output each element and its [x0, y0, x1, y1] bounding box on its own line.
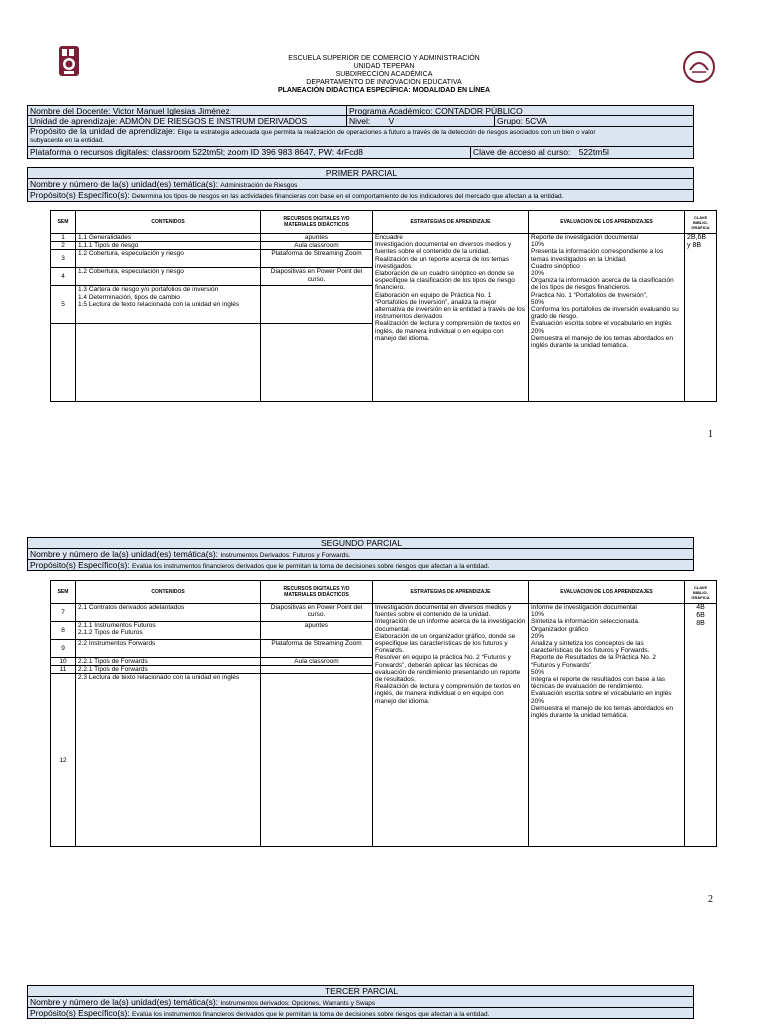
sem-cell: 12 — [51, 674, 76, 847]
sem-cell: 2 — [51, 242, 76, 250]
sem-cell: 11 — [51, 666, 76, 674]
nivel-value: V — [388, 116, 395, 126]
parcial3-proposito-cell — [27, 1008, 694, 1019]
col-clave: CLAVE BIBLIO- GRÁFICA — [685, 581, 717, 604]
parcial1-proposito-cell — [27, 190, 694, 202]
unidad-cell — [27, 116, 347, 127]
docente-cell — [27, 105, 347, 116]
contenido-cell: 2.3 Lectura de texto relacionado con la unidad en inglés — [76, 674, 261, 847]
contenido-cell: 2.1 Contratos derivados adelantados — [76, 604, 261, 622]
header-line: SUBDIRECCIÓN ACADÉMICA — [335, 71, 433, 78]
col-contenidos: CONTENIDOS — [76, 581, 261, 604]
contenido-cell: 1.1 Generalidades — [76, 234, 261, 242]
sem-cell: 4 — [51, 268, 76, 286]
sem-cell: 8 — [51, 622, 76, 640]
parcial3-unidad-label: Nombre y número de la(s) unidad(es) temática(s): — [30, 997, 219, 1007]
parcial3-title: TERCER PARCIAL — [27, 985, 694, 997]
table-row — [51, 604, 717, 622]
table-header-row — [51, 581, 717, 604]
grupo-value: 5CVA — [525, 116, 547, 126]
page-number: 2 — [708, 894, 713, 905]
sem-cell — [51, 324, 76, 402]
col-recursos: RECURSOS DIGITALES Y/O MATERIALES DIDÁCTICOS — [261, 581, 373, 604]
estrategias-cell: Investigación documental en diversos medios y fuentes sobre el contenido de la unidad. Integración de un informe acerca de la investigación documental. Elaboración de un organizador gráfico, donde se especifique las características de los futuros y Forwards. Resolver en equipo la práctica No. 2 “Futuros y Forwards”, deberán aplicar las técnicas de evaluación de rendimiento presentando un reporte de resultados. Realización de lectura y comprensión de textos en inglés, de manera individual o en equipo con manejo del idioma. — [373, 604, 529, 847]
unidad-label: Unidad de aprendizaje: — [30, 116, 118, 126]
parcial2-unidad-value: Instrumentos Derivados: Futuros y Forwards. — [220, 552, 351, 559]
header-line: UNIDAD TEPEPAN — [353, 63, 415, 70]
recurso-cell: Aula classroom — [261, 658, 373, 666]
contenido-cell: 1.2 Cobertura, especulación y riesgo — [76, 250, 261, 268]
recurso-cell: Diapositivas en Power Point del curso. — [261, 604, 373, 622]
plataforma-label: Plataforma o recursos digitales: — [30, 147, 150, 157]
clave-acceso-value: 522tm5l — [578, 147, 609, 157]
col-sem: SEM — [51, 581, 76, 604]
recurso-cell: apuntes — [261, 622, 373, 640]
contenido-cell: 2.1.1 Instrumentos Futuros 2.1.2 Tipos de Futuros — [76, 622, 261, 640]
clave-acceso-cell — [471, 147, 694, 159]
parcial1-proposito-value: Determina los tipos de riesgos en las actividades financieras con base en el comportamiento de los indicadores del mercado que afectan a la entidad. — [132, 193, 564, 200]
sem-cell: 3 — [51, 250, 76, 268]
unidad-value: ADMÓN DE RIESGOS E INSTRUM DERIVADOS — [119, 116, 308, 126]
parcial3-unidad-cell — [27, 997, 694, 1008]
grupo-cell — [495, 116, 694, 127]
recurso-cell: Plataforma de Streaming Zoom — [261, 250, 373, 268]
col-sem: SEM — [51, 211, 76, 234]
col-recursos: RECURSOS DIGITALES Y/O MATERIALES DIDÁCTICOS — [261, 211, 373, 234]
grupo-label: Grupo: — [497, 116, 523, 126]
parcial1-table — [50, 210, 717, 402]
contenido-cell: 2.2.1 Tipos de Forwards — [76, 666, 261, 674]
parcial1-unidad-value: Administración de Riesgos — [220, 182, 298, 189]
contenido-cell — [76, 324, 261, 402]
contenido-cell: 1.1.1 Tipos de riesgo — [76, 242, 261, 250]
table-header-row — [51, 211, 717, 234]
parcial2-unidad-cell — [27, 549, 694, 560]
parcial1-unidad-cell — [27, 179, 694, 190]
plataforma-cell — [27, 147, 471, 159]
recurso-cell: Plataforma de Streaming Zoom — [261, 640, 373, 658]
parcial2-proposito-value: Evalúa los instrumentos financieros derivados que le permitan la toma de decisiones sobre riesgos que afectan a la entidad. — [132, 563, 490, 570]
institution-header — [0, 55, 768, 95]
parcial2-title: SEGUNDO PARCIAL — [27, 537, 694, 549]
sem-cell: 10 — [51, 658, 76, 666]
sem-cell: 9 — [51, 640, 76, 658]
contenido-cell: 2.2 Instrumentos Forwards — [76, 640, 261, 658]
recurso-cell — [261, 324, 373, 402]
plataforma-value: classroom 522tm5l; zoom ID 396 983 8647, PW: 4rFcd8 — [151, 147, 363, 157]
recurso-cell: Diapositivas en Power Point del curso. — [261, 268, 373, 286]
document-title: PLANEACIÓN DIDÁCTICA ESPECÍFICA: MODALIDAD EN LÍNEA — [277, 87, 491, 94]
programa-label: Programa Académico: — [349, 106, 433, 116]
recurso-cell: apuntes — [261, 234, 373, 242]
parcial3-proposito-label: Propósito(s) Específico(s): — [30, 1008, 130, 1018]
col-clave: CLAVE BIBLIO- GRÁFICA — [685, 211, 717, 234]
table-row — [51, 234, 717, 242]
contenido-cell: 2.2.1 Tipos de Forwards — [76, 658, 261, 666]
parcial3-proposito-value: Evalúa los instrumentos financieros derivados que le permitan la toma de decisiones sobre riesgos que afectan a la entidad. — [132, 1011, 490, 1018]
programa-cell — [347, 105, 694, 116]
header-line: ESCUELA SUPERIOR DE COMERCIO Y ADMINISTRACIÓN — [288, 55, 480, 62]
nivel-cell — [347, 116, 495, 127]
clave-bibliografica-cell: 2B,6B y 8B — [685, 234, 717, 402]
recurso-cell: Aula classroom — [261, 242, 373, 250]
programa-value: CONTADOR PÚBLICO — [435, 106, 523, 116]
parcial1-proposito-label: Propósito(s) Específico(s): — [30, 190, 130, 200]
proposito-value-cont: subyacente en la entidad. — [30, 137, 105, 144]
header-line: DEPARTAMENTO DE INNOVACIÓN EDUCATIVA — [306, 79, 462, 86]
proposito-label: Propósito de la unidad de aprendizaje: — [30, 127, 176, 136]
sem-cell: 7 — [51, 604, 76, 622]
page-number: 1 — [708, 429, 713, 440]
nivel-label: Nivel: — [349, 116, 371, 126]
parcial2-table — [50, 580, 717, 847]
col-contenidos: CONTENIDOS — [76, 211, 261, 234]
proposito-cell — [27, 127, 694, 147]
parcial3-unidad-value: Instrumentos derivados: Opciones, Warrants y Swaps — [220, 1000, 376, 1007]
docente-label: Nombre del Docente: — [30, 106, 111, 116]
col-evaluacion: EVALUACION DE LOS APRENDIZAJES — [529, 211, 685, 234]
contenido-cell: 1.3 Cartera de riesgo y/o portafolios de inversión 1.4 Determinación, tipos de cambio 1.5 Lectura de texto relacionada con la unidad en inglés — [76, 286, 261, 324]
clave-bibliografica-cell: 4B 6B 8B — [685, 604, 717, 847]
proposito-value: Elige la estrategia adecuada que permita la realización de operaciones a futuro a través de la detección de riesgos asociados con un bien o valor — [177, 129, 596, 136]
parcial2-proposito-label: Propósito(s) Específico(s): — [30, 560, 130, 570]
estrategias-cell: Encuadre Investigación documental en diversos medios y fuentes sobre el contenido de la unidad. Realización de un reporte acerca de los temas investigados. Elaboración de un cuadro sinóptico en donde se especifique la clasificación de los tipos de riesgo financiero. Elaboración en equipo de Práctica No. 1 “Portafolios de Inversión”, analiza la mejor alternativa de inversión en la entidad a través de los instrumentos derivados Realización de lectura y comprensión de textos en inglés, de manera individual o en equipo con manejo del idioma. — [373, 234, 529, 402]
col-estrategias: ESTRATEGIAS DE APRENDIZAJE — [373, 581, 529, 604]
sem-cell: 5 — [51, 286, 76, 324]
col-estrategias: ESTRATEGIAS DE APRENDIZAJE — [373, 211, 529, 234]
sem-cell: 1 — [51, 234, 76, 242]
col-evaluacion: EVALUACION DE LOS APRENDIZAJES — [529, 581, 685, 604]
recurso-cell — [261, 666, 373, 674]
parcial2-proposito-cell — [27, 560, 694, 571]
clave-acceso-label: Clave de acceso al curso: — [473, 147, 571, 157]
parcial1-unidad-label: Nombre y número de la(s) unidad(es) temática(s): — [30, 179, 219, 189]
parcial1-title: PRIMER PARCIAL — [27, 167, 694, 179]
recurso-cell — [261, 286, 373, 324]
recurso-cell — [261, 674, 373, 847]
evaluacion-cell: Reporte de investigación documental 10% Presenta la información correspondiente a los temas investigados en la Unidad. Cuadro sinóptico 20% Organiza la información acerca de la clasificación de los tipos de riesgos financieros. Practica No. 1 “Portafolios de Inversión”, 50% Conforma los portafolios de inversión evaluando su grado de riesgo. Evaluación escrita sobre el vocabulario en inglés 20% Demuestra el manejo de los temas abordados en inglés durante la unidad temática. — [529, 234, 685, 402]
contenido-cell: 1.2 Cobertura, especulación y riesgo — [76, 268, 261, 286]
parcial2-unidad-label: Nombre y número de la(s) unidad(es) temática(s): — [30, 549, 219, 559]
docente-value: Victor Manuel Iglesias Jiménez — [112, 106, 230, 116]
evaluacion-cell: Informe de investigación documental 10% Sintetiza la información seleccionada. Organizador gráfico 20% Analiza y sintetiza los conceptos de las características de los futuros y Forwards. Reporte de Resultados de la Práctica No. 2 “Futuros y Forwards” 50% Integra el reporte de resultados con base a las técnicas de evaluación de rendimiento. Evaluación escrita sobre el vocabulario en inglés 20% Demuestra el manejo de los temas abordados en inglés durante la unidad temática. — [529, 604, 685, 847]
